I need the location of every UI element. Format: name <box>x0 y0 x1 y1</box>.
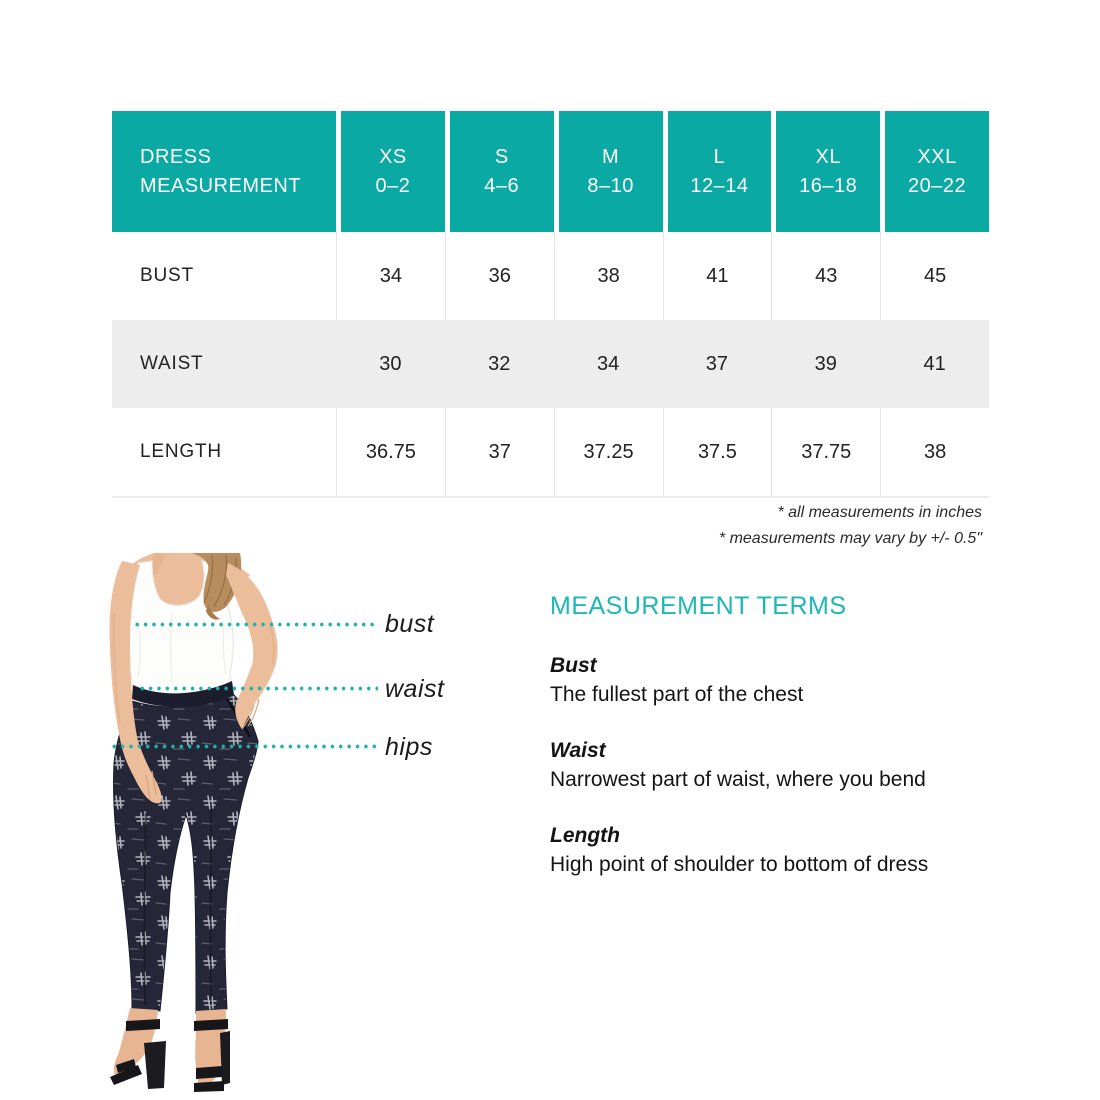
size-cell: 39 <box>771 320 880 408</box>
size-abbr: L <box>713 145 726 168</box>
size-abbr: XS <box>379 145 407 168</box>
right-shoe <box>194 1009 230 1092</box>
header-cell-m <box>554 111 663 232</box>
term-name: Bust <box>550 654 597 677</box>
waist-dotted-line <box>138 686 378 691</box>
footnote-units: * all measurements in inches <box>777 504 982 521</box>
header-cell-xxl <box>880 111 989 232</box>
header-cell-xs <box>336 111 445 232</box>
size-cell: 41 <box>663 232 772 320</box>
size-cell: 37.5 <box>663 408 772 496</box>
term-length <box>550 824 1010 877</box>
size-abbr: M <box>601 145 620 168</box>
size-cell: 36 <box>445 232 554 320</box>
term-bust <box>550 654 1010 707</box>
model-figure-svg <box>108 553 390 1100</box>
size-range: 0–2 <box>375 174 411 197</box>
size-chart-table <box>112 111 989 498</box>
term-definition: The fullest part of the chest <box>550 683 804 706</box>
bust-label: bust <box>385 610 435 638</box>
size-cell: 37.75 <box>771 408 880 496</box>
row-label-bust: BUST <box>112 232 336 320</box>
size-range: 4–6 <box>484 174 520 197</box>
bust-dotted-line <box>133 622 378 627</box>
hips-label: hips <box>385 733 433 761</box>
waist-label: waist <box>385 675 445 703</box>
size-cell: 45 <box>880 232 989 320</box>
size-cell: 41 <box>880 320 989 408</box>
term-name: Waist <box>550 739 606 762</box>
term-waist <box>550 739 1010 792</box>
model-figure-illustration <box>108 553 390 1100</box>
size-abbr: S <box>494 145 509 168</box>
header-cell-xl <box>771 111 880 232</box>
size-cell: 37.25 <box>554 408 663 496</box>
term-name: Length <box>550 824 620 847</box>
size-abbr: XXL <box>917 145 957 168</box>
row-label-waist: WAIST <box>112 320 336 408</box>
size-cell: 38 <box>880 408 989 496</box>
term-definition: Narrowest part of waist, where you bend <box>550 768 926 791</box>
size-cell: 37 <box>445 408 554 496</box>
header-cell-s <box>445 111 554 232</box>
size-cell: 37 <box>663 320 772 408</box>
size-cell: 32 <box>445 320 554 408</box>
header-cell-l <box>663 111 772 232</box>
size-cell: 38 <box>554 232 663 320</box>
row-label-length: LENGTH <box>112 408 336 496</box>
size-range: 16–18 <box>799 174 858 197</box>
size-range: 20–22 <box>908 174 967 197</box>
footnote-tolerance: * measurements may vary by +/- 0.5" <box>718 529 982 547</box>
size-abbr: XL <box>815 145 841 168</box>
corner-line1: DRESS <box>140 145 212 168</box>
hips-dotted-line <box>110 744 378 749</box>
header-corner-cell <box>112 111 336 232</box>
corner-line2: MEASUREMENT <box>140 174 302 197</box>
term-definition: High point of shoulder to bottom of dress <box>550 853 929 876</box>
size-range: 8–10 <box>587 174 634 197</box>
size-cell: 43 <box>771 232 880 320</box>
footnotes <box>719 500 982 551</box>
size-cell: 34 <box>554 320 663 408</box>
terms-title: MEASUREMENT TERMS <box>550 592 847 620</box>
size-range: 12–14 <box>690 174 749 197</box>
size-cell: 36.75 <box>336 408 445 496</box>
size-cell: 34 <box>336 232 445 320</box>
size-cell: 30 <box>336 320 445 408</box>
left-shoe <box>110 1008 166 1089</box>
measurement-terms-section <box>550 592 1010 909</box>
